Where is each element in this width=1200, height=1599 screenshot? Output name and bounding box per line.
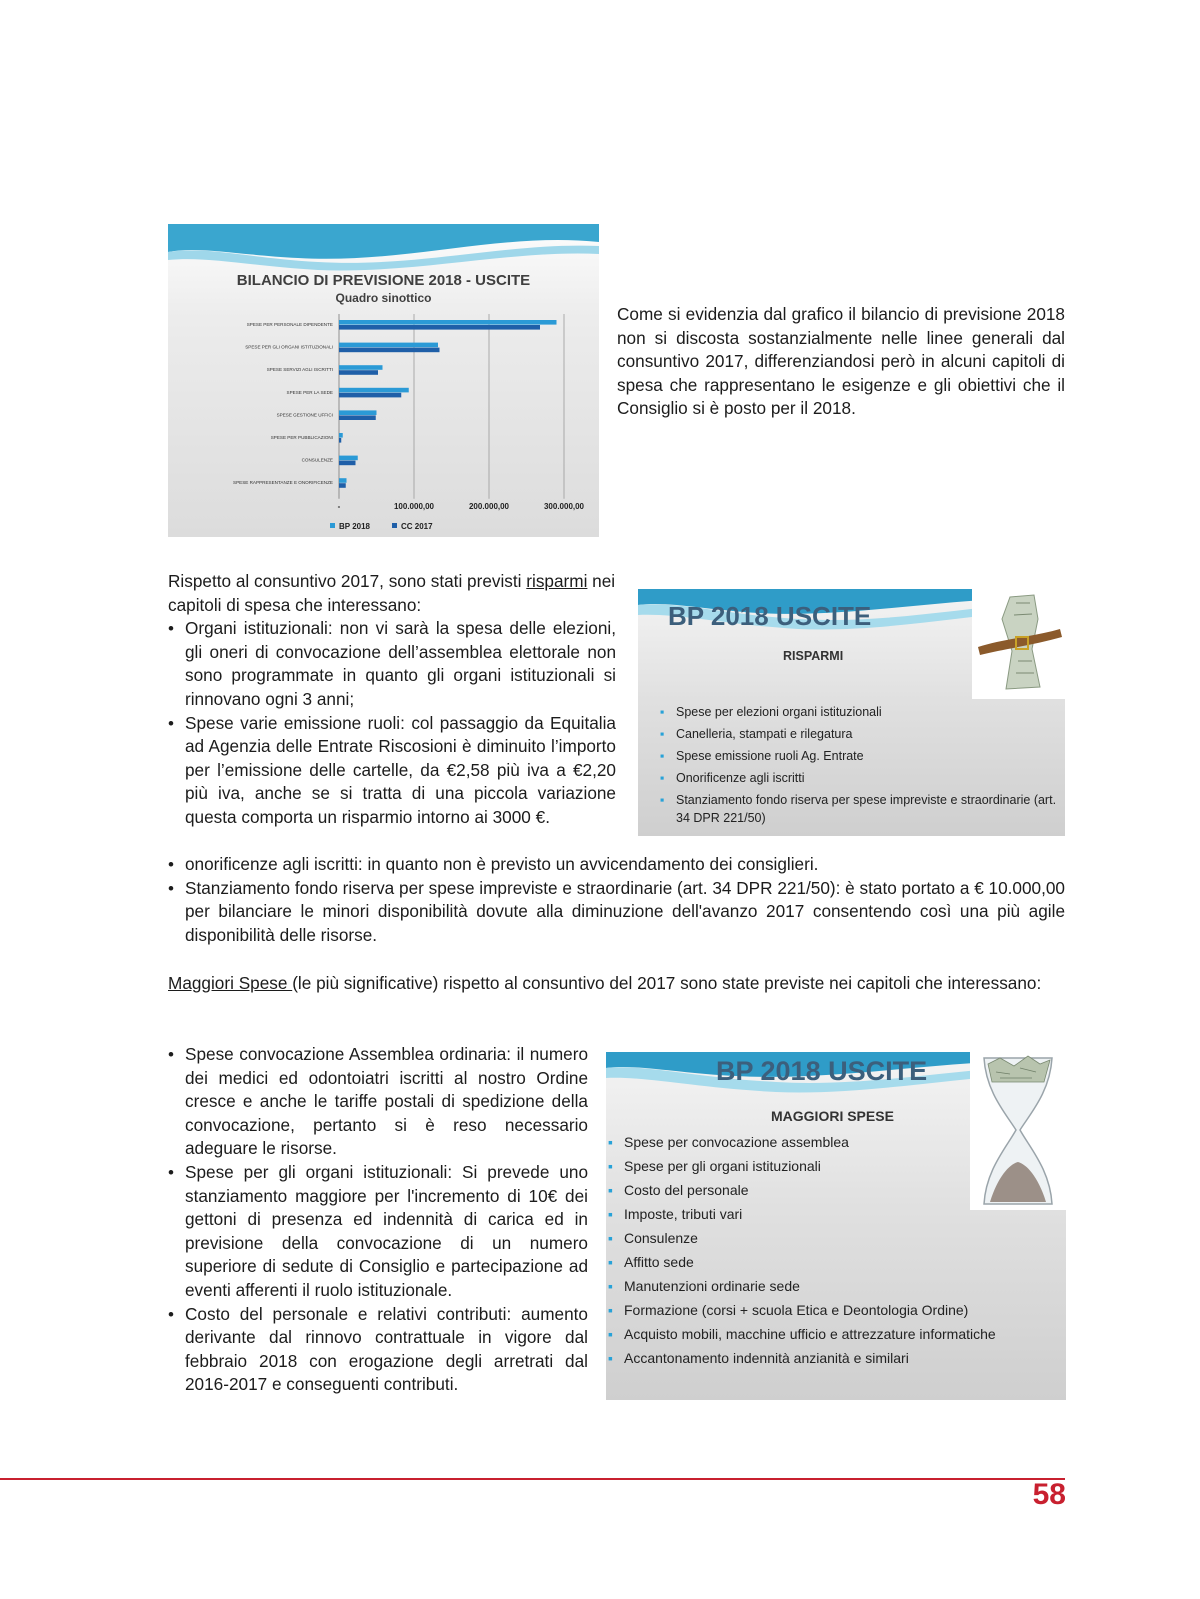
tick-label: - — [337, 502, 341, 511]
bar — [339, 348, 440, 353]
bar — [339, 461, 356, 466]
bar — [339, 478, 347, 483]
list-item: • Spese varie emissione ruoli: col passaggio da Equitalia ad Agenzia delle Entrate Riscosioni è diminuito l’importo per l’emissione delle cartelle, da €2,58 più iva a €2,20 più iva, anche se si tratta di una piccola variazione questa comporta un risparmio intorno ai 3000 €. — [168, 712, 616, 830]
category-label: SPESE PER LA SEDE — [286, 389, 333, 395]
maggiori-slide-list — [608, 1130, 1048, 1370]
list-item: • Organi istituzionali: non vi sarà la spesa delle elezioni, gli oneri di convocazione dell’assemblea elettorale non sono programmate in quanto gli organi istituzionali si rinnovano ogni 3 anni; — [168, 617, 616, 711]
list-item: ▪ Spese per gli organi istituzionali — [608, 1154, 1048, 1178]
bar — [339, 456, 358, 461]
maggiori-slide-title: BP 2018 USCITE — [716, 1056, 928, 1086]
tick-label: 300.000,00 — [543, 502, 585, 511]
category-label: SPESE PER PUBBLICAZIONI — [270, 435, 333, 440]
legend-label: CC 2017 — [401, 522, 433, 531]
risparmi-slide-list — [660, 701, 1060, 827]
category-label: SPESE RAPPRESENTANZE E ONORIFICENZE — [233, 480, 333, 486]
bar — [339, 410, 377, 415]
risparmi-list-wide — [168, 853, 1065, 947]
list-item: ▪ Imposte, tributi vari — [608, 1202, 1048, 1226]
list-item: ▪ Spese per elezioni organi istituzionali — [660, 701, 1060, 723]
category-label: SPESE PER PERSONALE DIPENDENTE — [246, 322, 333, 327]
maggiori-keyword: Maggiori Spese — [168, 973, 293, 993]
maggiori-list — [168, 1043, 588, 1397]
page-number: 58 — [1032, 1478, 1066, 1511]
maggiori-slide-subtitle: MAGGIORI SPESE — [771, 1108, 894, 1124]
bar — [339, 393, 401, 398]
bar — [339, 343, 438, 348]
bar — [339, 433, 343, 438]
list-item: • Stanziamento fondo riserva per spese impreviste e straordinarie (art. 34 DPR 221/50): è stato portato a € 10.000,00 per bilanciare le minori disponibilità dovute alla diminuzione dell'avanzo 2017 consentendo così una più agile disponibilità delle risorse. — [168, 877, 1065, 948]
bar — [339, 365, 383, 370]
list-item: ▪ Onorificenze agli iscritti — [660, 767, 1060, 789]
bar — [339, 388, 409, 393]
tick-label: 200.000,00 — [468, 502, 510, 511]
category-label: CONSULENZE — [301, 457, 333, 463]
legend-label: BP 2018 — [339, 522, 370, 531]
footer-rule — [0, 1478, 1065, 1480]
risparmi-slide-subtitle: RISPARMI — [783, 649, 844, 663]
risparmi-list — [168, 617, 616, 829]
bar-chart — [168, 224, 599, 537]
list-item: ▪ Consulenze — [608, 1226, 1048, 1250]
legend-swatch — [330, 523, 335, 528]
list-item: ▪ Formazione (corsi + scuola Etica e Deontologia Ordine) — [608, 1298, 1048, 1322]
bar — [339, 325, 540, 330]
bar — [339, 320, 557, 325]
intro-paragraph: Come si evidenzia dal grafico il bilancio di previsione 2018 non si discosta sostanzialmente nelle linee generali dal consuntivo 2017, differenziandosi però in alcuni capitoli di spesa che rappresentano le esigenze e gli obiettivi che il Consiglio si è posto per il 2018. — [617, 304, 1065, 419]
list-item: • Spese per gli organi istituzionali: Si prevede uno stanziamento maggiore per l'incremento di 10€ dei gettoni di presenza ed indennità di carica ed in previsione della convocazione di un numero superiore di sedute di Consiglio e partecipazione ad eventi afferenti il ruolo istituzionale. — [168, 1161, 588, 1303]
list-item: ▪ Costo del personale — [608, 1178, 1048, 1202]
list-item: ▪ Spese per convocazione assemblea — [608, 1130, 1048, 1154]
list-item: • Costo del personale e relativi contributi: aumento derivante dal rinnovo contrattuale in vigore dal febbraio 2018 con erogazione degli arretrati dal 2016-2017 e conseguenti contributi. — [168, 1303, 588, 1397]
chart-slide — [168, 224, 599, 537]
category-label: SPESE GESTIONE UFFICI — [276, 412, 333, 418]
list-item: • onorificenze agli iscritti: in quanto non è previsto un avvicendamento dei consiglieri. — [168, 853, 1065, 877]
risparmi-slide — [638, 589, 1065, 836]
risparmi-intro: Rispetto al consuntivo 2017, sono stati previsti risparmi nei capitoli di spesa che interessano: — [168, 571, 616, 615]
money-belt-icon — [972, 589, 1065, 699]
maggiori-intro: Maggiori Spese (le più significative) rispetto al consuntivo del 2017 sono state previste nei capitoli che interessano: — [168, 973, 1042, 993]
risparmi-section — [168, 570, 616, 830]
risparmi-keyword: risparmi — [526, 571, 588, 591]
tick-label: 100.000,00 — [393, 502, 435, 511]
bar — [339, 483, 346, 488]
maggiori-slide — [606, 1052, 1066, 1400]
list-item: ▪ Accantonamento indennità anzianità e similari — [608, 1346, 1048, 1370]
legend-swatch — [392, 523, 397, 528]
chart-title: BILANCIO DI PREVISIONE 2018 - USCITE — [236, 272, 531, 289]
list-item: ▪ Acquisto mobili, macchine ufficio e attrezzature informatiche — [608, 1322, 1048, 1346]
list-item: ▪ Canelleria, stampati e rilegatura — [660, 723, 1060, 745]
list-item: ▪ Manutenzioni ordinarie sede — [608, 1274, 1048, 1298]
bar — [339, 415, 376, 420]
list-item: • Spese convocazione Assemblea ordinaria: il numero dei medici ed odontoiatri iscritti al nostro Ordine cresce e anche le tariffe postali di spedizione della convocazione, pertanto si è reso necessario adeguare le risorse. — [168, 1043, 588, 1161]
category-label: SPESE PER GLI ORGANI ISTITUZIONALI — [245, 344, 333, 350]
list-item: ▪ Affitto sede — [608, 1250, 1048, 1274]
bar — [339, 438, 341, 443]
chart-subtitle: Quadro sinottico — [335, 291, 432, 305]
list-item: ▪ Stanziamento fondo riserva per spese impreviste e straordinarie (art. 34 DPR 221/50) — [660, 789, 1060, 827]
bar — [339, 370, 378, 375]
category-label: SPESE SERVIZI AGLI ISCRITTI — [266, 367, 333, 373]
list-item: ▪ Spese emissione ruoli Ag. Entrate — [660, 745, 1060, 767]
risparmi-slide-title: BP 2018 USCITE — [668, 601, 872, 631]
